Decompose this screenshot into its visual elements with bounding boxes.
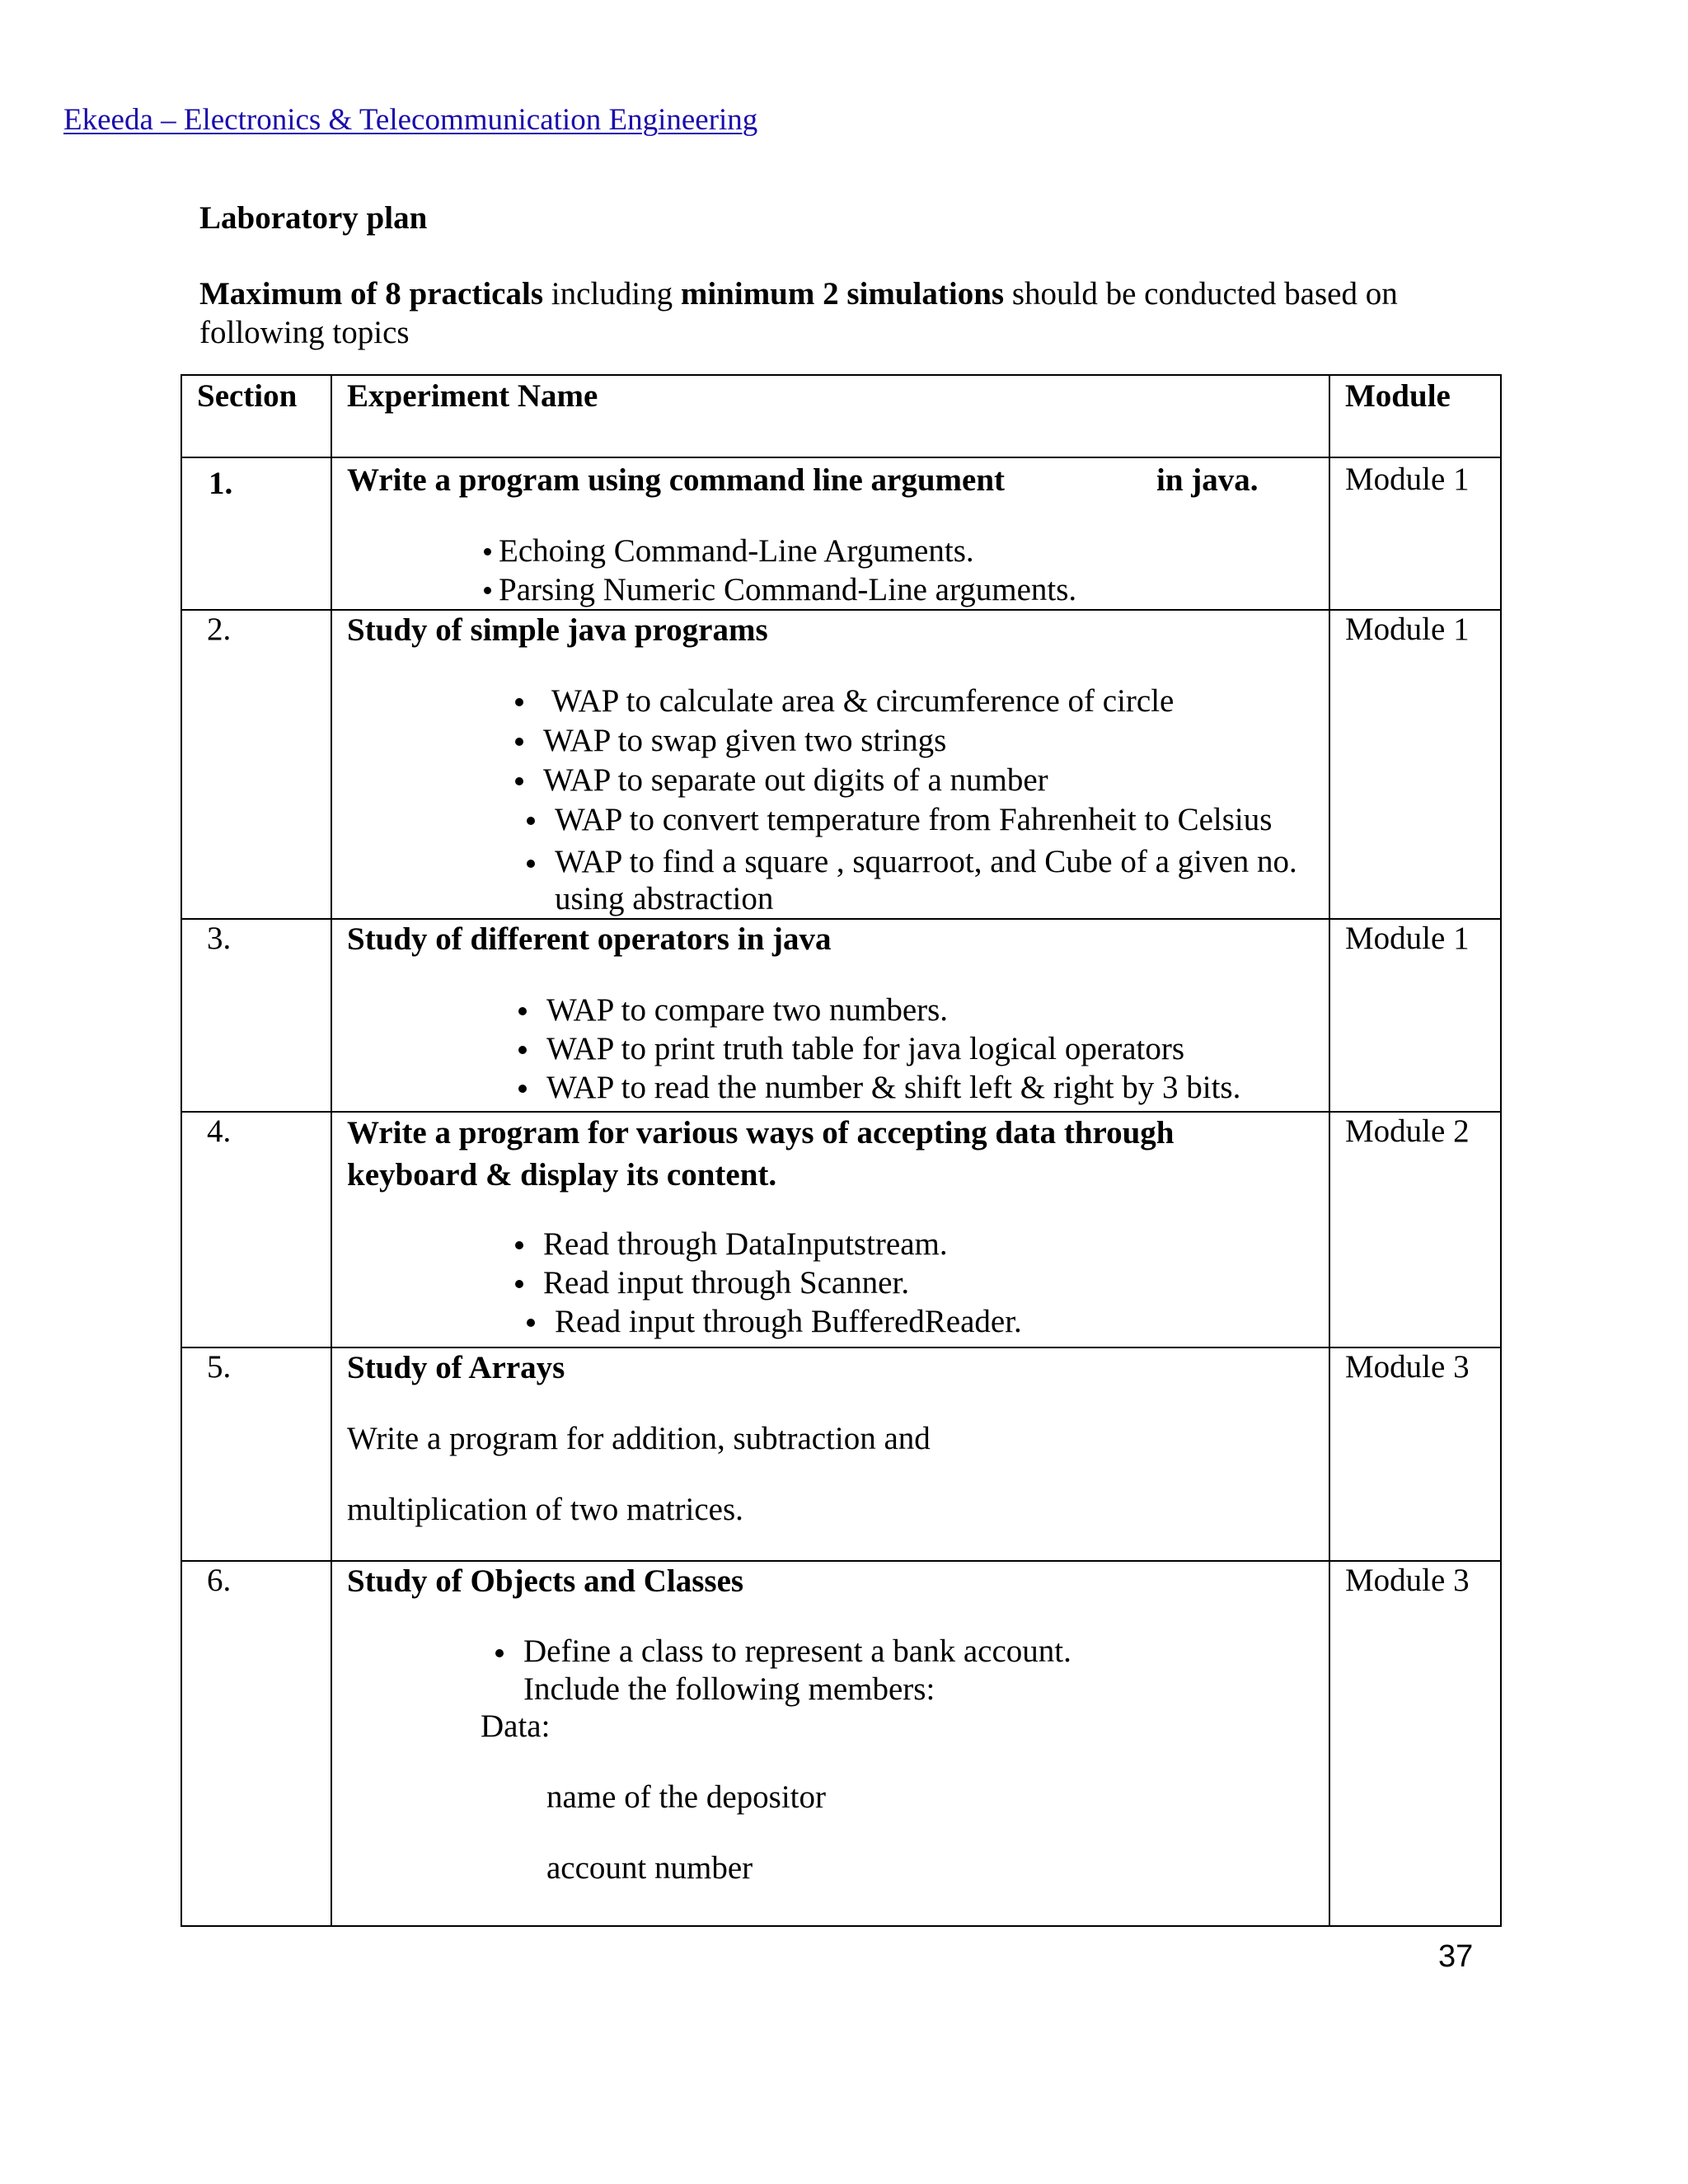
header-experiment: Experiment Name [331, 375, 1329, 457]
page-number: 37 [1438, 1939, 1474, 1974]
table-row [181, 919, 1501, 1112]
experiment-cell [331, 610, 1329, 919]
experiment-cell [331, 1112, 1329, 1347]
table-row [181, 1561, 1501, 1926]
intro-bold-2: minimum 2 simulations [680, 276, 1005, 312]
experiment-title: Study of Arrays [347, 1350, 565, 1385]
table-row [181, 1112, 1501, 1347]
list-item: WAP to calculate area & circumference of circle [543, 682, 1301, 721]
module-cell: Module 3 [1329, 1347, 1501, 1561]
experiment-description-line-1: Write a program for addition, subtraction and [347, 1421, 931, 1456]
table-row [181, 457, 1501, 610]
list-item: Read input through BufferedReader. [543, 1302, 1329, 1341]
table-header-row [181, 375, 1501, 457]
header-module: Module [1329, 375, 1501, 457]
intro-text-1: including [543, 276, 681, 312]
experiment-cell [331, 1347, 1329, 1561]
module-cell: Module 3 [1329, 1561, 1501, 1926]
experiment-title: Study of Objects and Classes [347, 1563, 744, 1599]
section-number: 1. [181, 457, 331, 610]
experiment-cell [331, 457, 1329, 610]
list-item: Echoing Command-Line Arguments. [499, 532, 1329, 570]
list-item: WAP to separate out digits of a number [543, 761, 1301, 800]
header-section: Section [181, 375, 331, 457]
intro-paragraph [199, 274, 1485, 352]
page-heading: Laboratory plan [199, 200, 428, 236]
member-item: name of the depositor [546, 1779, 826, 1815]
list-item: WAP to swap given two strings [543, 721, 1301, 761]
experiment-title-line-2: keyboard & display its content. [347, 1157, 777, 1193]
module-cell: Module 2 [1329, 1112, 1501, 1347]
experiment-description-line-2: multiplication of two matrices. [347, 1492, 743, 1527]
bullet-list [347, 1225, 1329, 1341]
bullet-list [347, 991, 1329, 1107]
experiment-title [347, 461, 1329, 500]
list-item: Parsing Numeric Command-Line arguments. [499, 570, 1329, 609]
section-number: 3. [181, 919, 331, 1112]
bullet-list [347, 532, 1329, 609]
module-cell: Module 1 [1329, 610, 1501, 919]
section-number: 6. [181, 1561, 331, 1926]
experiment-title-line-1: Write a program for various ways of accepting data through [347, 1115, 1175, 1151]
module-cell: Module 1 [1329, 457, 1501, 610]
data-label: Data: [481, 1708, 551, 1744]
table-row [181, 1347, 1501, 1561]
bullet-list [347, 682, 1301, 917]
experiment-title: Study of different operators in java [347, 921, 832, 957]
laboratory-plan-table [181, 374, 1502, 1927]
list-item: WAP to read the number & shift left & right by 3 bits. [546, 1068, 1329, 1107]
experiment-cell [331, 1561, 1329, 1926]
list-item: WAP to convert temperature from Fahrenheit to Celsius [543, 800, 1301, 840]
module-cell: Module 1 [1329, 919, 1501, 1112]
experiment-cell [331, 919, 1329, 1112]
section-number: 2. [181, 610, 331, 919]
experiment-title-part-a: Write a program using command line argument [347, 462, 1006, 498]
list-item: Read through DataInputstream. [543, 1225, 1329, 1263]
section-number: 4. [181, 1112, 331, 1347]
table-row [181, 610, 1501, 919]
list-item: WAP to compare two numbers. [546, 991, 1329, 1029]
intro-text-2: should be conducted based on following topics [199, 276, 1398, 350]
member-item: account number [546, 1850, 753, 1886]
intro-bold-1: Maximum of 8 practicals [199, 276, 544, 312]
list-item: WAP to find a square , squarroot, and Cube of a given no. using abstraction [543, 843, 1301, 917]
list-item: Read input through Scanner. [543, 1263, 1329, 1302]
section-number: 5. [181, 1347, 331, 1561]
header-link[interactable]: Ekeeda – Electronics & Telecommunication Engineering [63, 103, 758, 137]
experiment-title: Study of simple java programs [347, 612, 768, 648]
list-item: Define a class to represent a bank account. Include the following members: [523, 1633, 1166, 1708]
experiment-title-part-b: in java. [1156, 462, 1259, 498]
list-item: WAP to print truth table for java logical operators [546, 1029, 1329, 1068]
bullet-list [347, 1633, 1166, 1708]
